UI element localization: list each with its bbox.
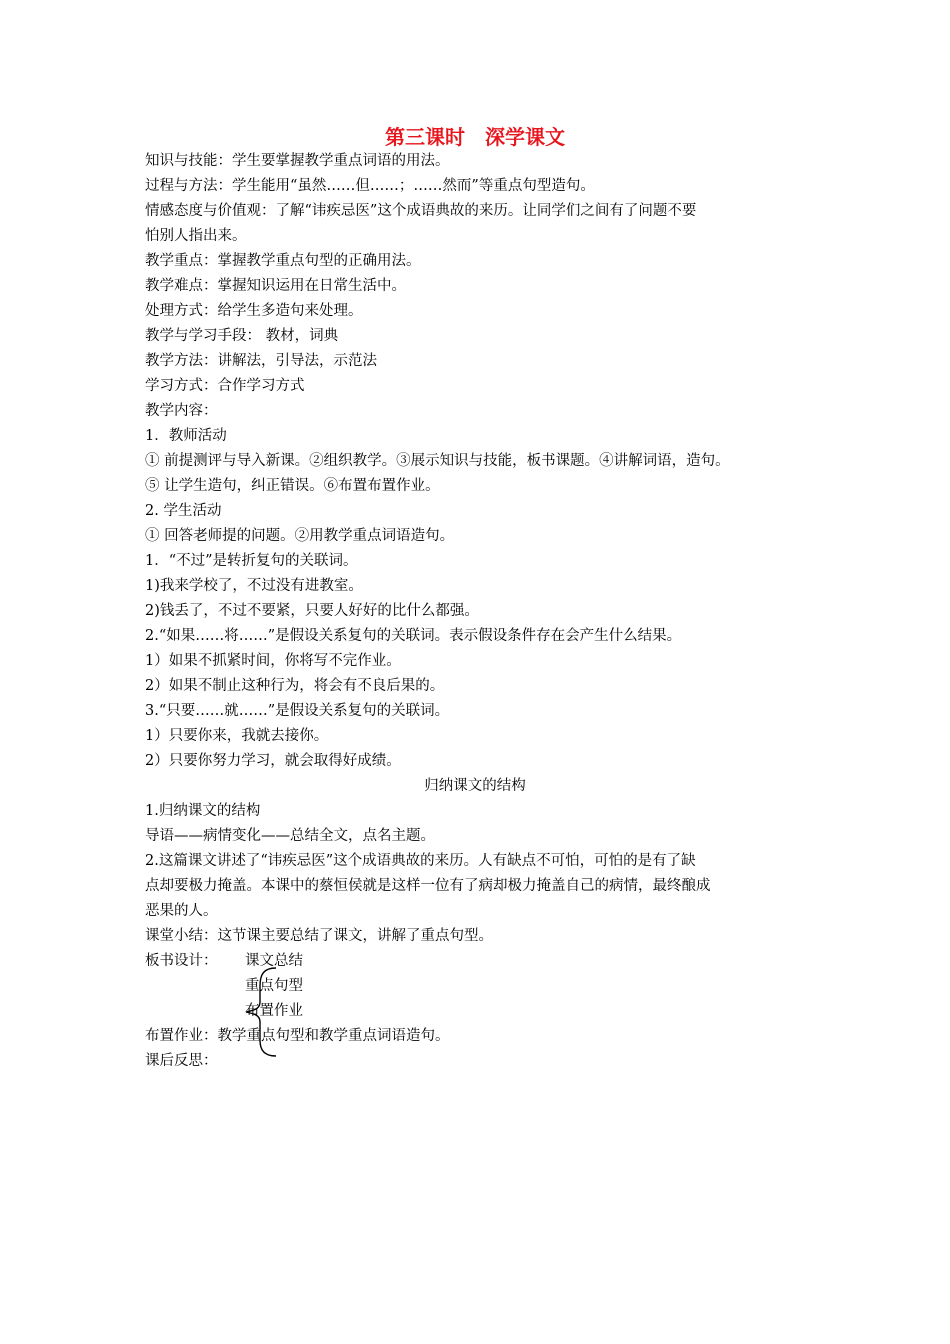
text-line: ⑤ 让学生造句，纠正错误。⑥布置布置作业。 [145, 478, 440, 494]
text-line: 教学内容： [145, 403, 218, 419]
text-line: 2）如果不制止这种行为，将会有不良后果的。 [145, 678, 445, 694]
text-line: 知识与技能：学生要掌握教学重点词语的用法。 [145, 153, 450, 169]
text-line: 2.这篇课文讲述了“讳疾忌医”这个成语典故的来历。人有缺点不可怕，可怕的是有了缺 [145, 853, 696, 869]
text-line: 怕别人指出来。 [145, 228, 247, 244]
board-item-summary: 课文总结 [245, 953, 303, 969]
text-line: 2)钱丢了，不过不要紧，只要人好好的比什么都强。 [145, 603, 479, 619]
reflection-line: 课后反思： [145, 1053, 218, 1069]
section-heading: 归纳课文的结构 [424, 778, 526, 794]
text-line: 3.“只要……就……”是假设关系复句的关联词。 [145, 703, 450, 719]
text-line: 教学重点：掌握教学重点句型的正确用法。 [145, 253, 421, 269]
text-line: 教学方法：讲解法，引导法，示范法 [145, 353, 377, 369]
text-line: 学习方式：合作学习方式 [145, 378, 305, 394]
text-line: 1）只要你来，我就去接你。 [145, 728, 329, 744]
text-line: 1）如果不抓紧时间，你将写不完作业。 [145, 653, 401, 669]
text-line: 教学与学习手段： 教材，词典 [145, 328, 339, 344]
text-line: 恶果的人。 [145, 903, 218, 919]
text-line: 点却要极力掩盖。本课中的蔡恒侯就是这样一位有了病却极力掩盖自己的病情，最终酿成 [145, 878, 711, 894]
text-line: 1．“不过”是转折复句的关联词。 [145, 553, 358, 569]
board-item-key-sentences: 重点句型 [245, 978, 303, 994]
text-line: 2. 学生活动 [145, 503, 222, 519]
text-line: 处理方式：给学生多造句来处理。 [145, 303, 363, 319]
text-line: ① 回答老师提的问题。②用教学重点词语造句。 [145, 528, 455, 544]
page-title: 第三课时 深学课文 [385, 125, 565, 149]
homework-line: 布置作业：教学重点句型和教学重点词语造句。 [145, 1028, 450, 1044]
text-line: ① 前提测评与导入新课。②组织教学。③展示知识与技能，板书课题。④讲解词语，造句。 [145, 453, 730, 469]
text-line: 1.归纳课文的结构 [145, 803, 261, 819]
board-item-homework: 布置作业 [245, 1003, 303, 1019]
text-line: 1．教师活动 [145, 428, 227, 444]
text-line: 2.“如果……将……”是假设关系复句的关联词。表示假设条件存在会产生什么结果。 [145, 628, 682, 644]
text-line: 课堂小结：这节课主要总结了课文，讲解了重点句型。 [145, 928, 493, 944]
board-design-label: 板书设计： [145, 953, 218, 969]
text-line: 教学难点：掌握知识运用在日常生活中。 [145, 278, 406, 294]
text-line: 2）只要你努力学习，就会取得好成绩。 [145, 753, 401, 769]
text-line: 1)我来学校了，不过没有进教室。 [145, 578, 363, 594]
text-line: 导语——病情变化——总结全文，点名主题。 [145, 828, 435, 844]
text-line: 过程与方法：学生能用“虽然……但……；……然而”等重点句型造句。 [145, 178, 595, 194]
text-line: 情感态度与价值观：了解“讳疾忌医”这个成语典故的来历。让同学们之间有了问题不要 [145, 203, 697, 219]
